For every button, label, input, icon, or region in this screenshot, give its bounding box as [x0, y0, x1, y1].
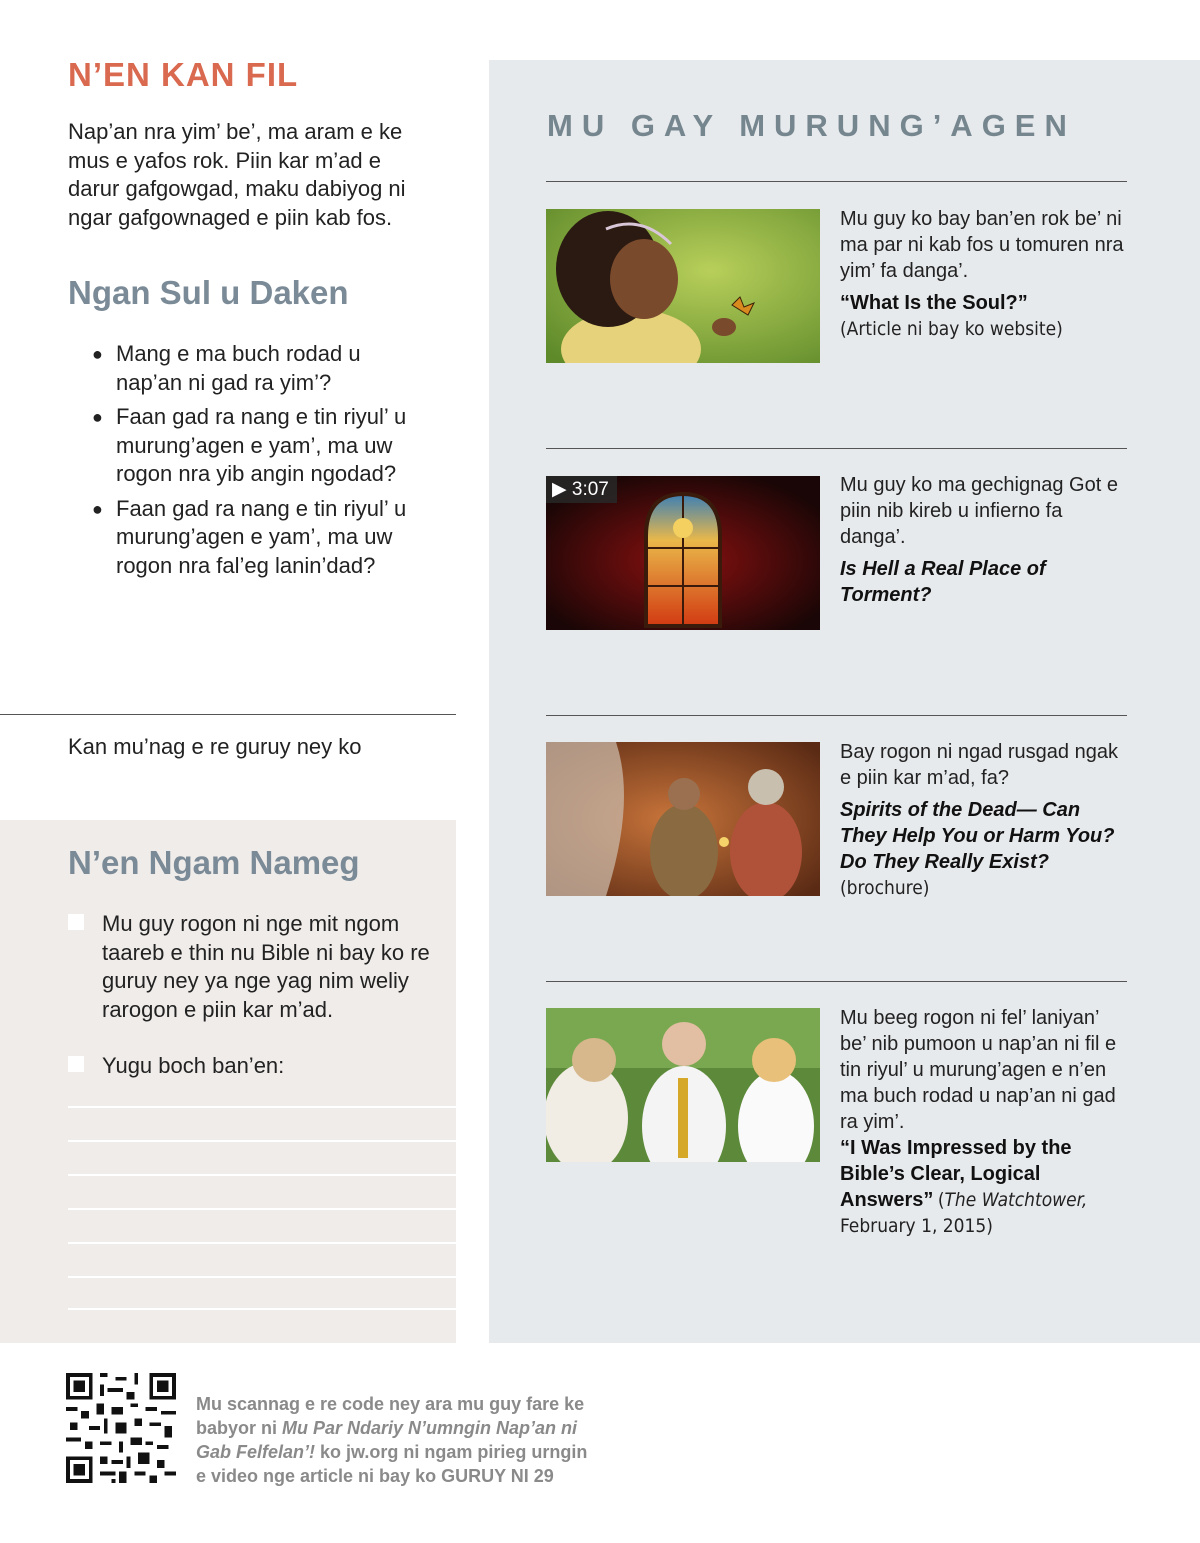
bullet-dot-icon: ●: [92, 344, 103, 364]
writing-line[interactable]: [68, 1106, 456, 1108]
goals-title: N’en Ngam Nameg: [68, 844, 360, 881]
resource-description: Mu guy ko bay ban’en rok be’ ni ma par ni kab fos u tomuren nra yim’ fa danga’.: [840, 208, 1124, 282]
resource-text: [840, 1005, 1130, 1239]
resource-link[interactable]: Spirits of the Dead— Can They Help You or Harm You? Do They Really Exist?: [840, 799, 1115, 873]
summary-title: N’EN KAN FIL: [68, 56, 299, 93]
goal-text: Yugu boch ban’en:: [102, 1053, 285, 1078]
review-question: ● Faan gad ra nang e tin riyul’ u murung’agen e yam’, ma uw rogon nra fal’eg lanin’dad?: [92, 495, 407, 578]
resource-link[interactable]: “What Is the Soul?”: [840, 292, 1028, 314]
footer-text: Mu scannag e re code ney ara mu guy fare ke babyor ni Mu Par Ndariy N’umngin Nap’an ni Gab Felfelan’! ko jw.org ni ngam pirieg urngin e video nge article ni bay ko GURUY NI 29: [196, 1394, 588, 1486]
resource-divider: [546, 181, 1127, 182]
resource-link[interactable]: “I Was Impressed by the Bible’s Clear, Logical Answers”: [840, 1137, 1072, 1211]
goal-item[interactable]: [68, 1052, 438, 1081]
resources-title: MU GAY MURUNG’AGEN: [547, 108, 1076, 143]
spirit-medium-image[interactable]: [546, 742, 820, 896]
resource-divider: [546, 448, 1127, 449]
girl-with-butterfly-image[interactable]: [546, 209, 820, 363]
resource-note: (brochure): [840, 877, 930, 899]
resource-note: (Article ni bay ko website): [840, 318, 1063, 340]
writing-line[interactable]: [68, 1308, 456, 1310]
writing-line[interactable]: [68, 1174, 456, 1176]
checkbox-icon[interactable]: [68, 1056, 84, 1072]
video-duration-badge: ▶ 3:07: [546, 476, 617, 503]
writing-line[interactable]: [68, 1208, 456, 1210]
resource-text: [840, 739, 1130, 901]
goals-section: [0, 820, 456, 1343]
bullet-dot-icon: ●: [92, 498, 103, 519]
next-lesson-text: Kan mu’nag e re guruy ney ko: [68, 734, 362, 759]
resource-link[interactable]: Is Hell a Real Place of Torment?: [840, 558, 1046, 606]
stained-glass-video-thumbnail[interactable]: [546, 476, 820, 630]
left-divider: [0, 714, 456, 715]
review-questions: [92, 340, 432, 586]
checkbox-icon[interactable]: [68, 914, 84, 930]
resource-divider: [546, 715, 1127, 716]
resources-panel: [489, 60, 1200, 1343]
three-people-conversation-image[interactable]: [546, 1008, 820, 1162]
review-title: Ngan Sul u Daken: [68, 274, 349, 311]
resource-text: [840, 206, 1130, 342]
goal-item[interactable]: [68, 910, 438, 1024]
bullet-dot-icon: ●: [92, 407, 103, 427]
play-icon: ▶: [552, 479, 572, 500]
resource-note: (The Watchtower, February 1, 2015): [840, 1189, 1088, 1237]
writing-line[interactable]: [68, 1242, 456, 1244]
resource-description: Mu guy ko ma gechignag Got e piin nib kireb u infierno fa danga’.: [840, 474, 1118, 548]
writing-line[interactable]: [68, 1276, 456, 1278]
review-question: ● Mang e ma buch rodad u nap’an ni gad ra yim’?: [92, 341, 361, 395]
goal-text: Mu guy rogon ni nge mit ngom taareb e thin nu Bible ni bay ko re guruy ney ya nge yag nim weliy rarogon e piin kar m’ad.: [102, 911, 430, 1022]
summary-text: Nap’an nra yim’ be’, ma aram e ke mus e yafos rok. Piin kar m’ad e darur gafgowgad, maku dabiyog ni ngar gafgownaged e piin kab fos.: [68, 119, 406, 230]
resource-description: Bay rogon ni ngad rusgad ngak e piin kar m’ad, fa?: [840, 741, 1118, 789]
resource-description: Mu beeg rogon ni fel’ laniyan’ be’ nib pumoon u nap’an ni fil e tin riyul’ u murung’agen e n’en ma buch rodad u nap’an ni gad ra yim’.: [840, 1007, 1117, 1133]
resource-text: [840, 472, 1130, 608]
writing-line[interactable]: [68, 1140, 456, 1142]
resource-divider: [546, 981, 1127, 982]
review-question: ● Faan gad ra nang e tin riyul’ u murung’agen e yam’, ma uw rogon nra yib angin ngodad?: [92, 404, 407, 486]
qr-code-icon[interactable]: [66, 1373, 176, 1483]
